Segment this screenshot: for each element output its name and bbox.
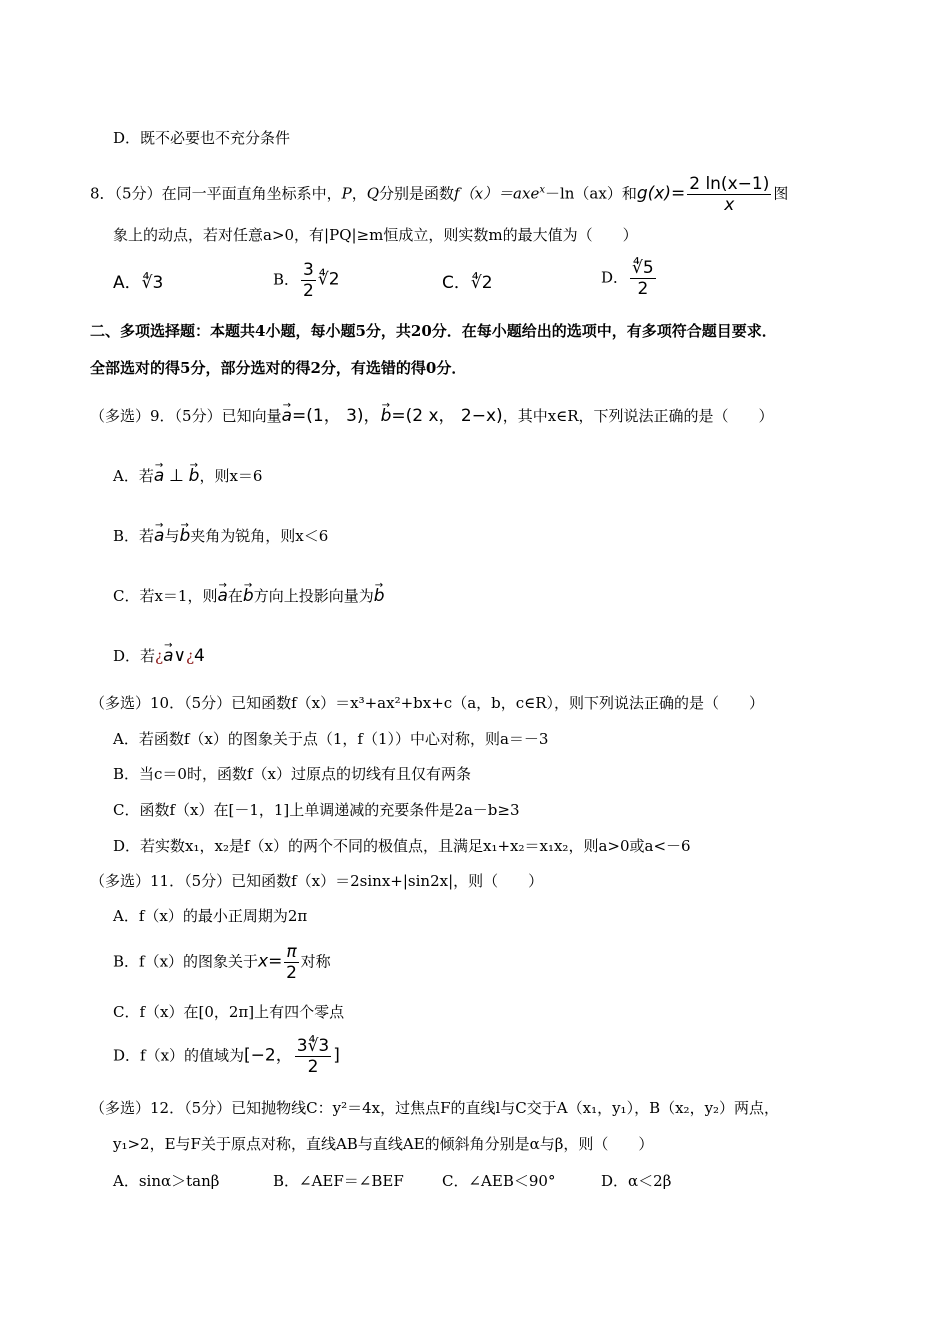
q9-head: （多选）9．（5分）已知向量 — [90, 407, 282, 425]
q10-option-c: C．函数f（x）在[－1，1]上单调递减的充要条件是2a－b≥3 — [113, 801, 520, 819]
q8-stem-line2: 象上的动点，若对任意a>0，有|PQ|≥m恒成立，则实数m的最大值为（ ） — [113, 226, 638, 244]
q9-b-pre: B．若 — [113, 527, 155, 545]
section-2-heading: 二、多项选择题：本题共4小题，每小题5分，共20分．在每小题给出的选项中，有多项符合题目要求． — [90, 322, 777, 340]
q8-sup: x — [539, 184, 545, 196]
q10-option-b: B．当c＝0时，函数f（x）过原点的切线有且仅有两条 — [113, 765, 471, 783]
q9-b-vecb: → b — [179, 525, 190, 547]
section-2-heading-line2: 全部选对的得5分，部分选对的得2分，有选错的得0分． — [90, 359, 467, 377]
q8-option-d — [601, 258, 658, 299]
q11-d-den: 2 — [307, 1057, 319, 1077]
q9-d-q1: ¿ — [155, 647, 164, 665]
q9-option-d — [113, 645, 205, 667]
q8-b-root: ∜2 — [317, 269, 340, 290]
q8-d-den: 2 — [637, 279, 649, 299]
q8-p: P — [341, 184, 352, 203]
q9-a-val: =(1， 3)， — [292, 406, 381, 426]
q12-option-b: B．∠AEF＝∠BEF — [273, 1172, 404, 1190]
q11-option-c: C．f（x）在[0，2π]上有四个零点 — [113, 1003, 345, 1021]
q9-option-c — [113, 585, 385, 607]
q10-option-a: A．若函数f（x）的图象关于点（1，f（1））中心对称，则a＝－3 — [113, 730, 549, 748]
q9-option-b — [113, 525, 328, 547]
q7-option-d: D．既不必要也不充分条件 — [113, 129, 291, 147]
q9-d-pre: D．若 — [113, 647, 156, 665]
q8-number: 8．（5分）在同一平面直角坐标系中， — [90, 184, 342, 203]
q11-stem: （多选）11．（5分）已知函数f（x）＝2sinx+|sin2x|，则（ ） — [90, 872, 544, 890]
q9-a-vecb: → b — [189, 465, 200, 487]
q9-c-vecb2: → b — [374, 585, 385, 607]
q8-gnum: 2 ln(x−1) — [689, 174, 770, 194]
q8-stem — [90, 174, 788, 215]
q8-g: g(x)= — [636, 183, 686, 204]
q9-c-vecb: → b — [243, 585, 254, 607]
q8-a-text: A．∜3 — [113, 273, 164, 293]
q8-b-label: B． — [273, 270, 300, 289]
q11-b-pre: B．f（x）的图象关于 — [113, 952, 259, 971]
q9-stem — [90, 405, 774, 427]
q8-c-text: C．∜2 — [442, 273, 493, 293]
q8-b-num: 3 — [303, 260, 314, 280]
q12-option-a: A．sinα＞tanβ — [113, 1172, 220, 1190]
q8-b-fraction — [301, 260, 316, 301]
q8-g-fraction — [687, 174, 771, 215]
q9-d-vec: → a — [163, 645, 173, 667]
q10-option-d: D．若实数x₁，x₂是f（x）的两个不同的极值点，且满足x₁+x₂＝x₁x₂，则a>0或a<－6 — [113, 837, 691, 855]
q9-c-vec: → a — [217, 585, 227, 607]
q8-tail: 图 — [773, 184, 789, 203]
q11-b-x: x= — [258, 951, 283, 972]
q11-option-d — [113, 1036, 340, 1077]
q11-b-post: 对称 — [300, 952, 331, 971]
q8-fx: f（x）＝axe — [454, 184, 540, 203]
q9-c-mid2: 方向上投影向量为 — [253, 587, 374, 605]
q8-gden: x — [724, 195, 735, 215]
q11-b-den: 2 — [286, 963, 297, 983]
q9-vector-b: → b — [381, 405, 392, 427]
q12-stem-line2: y₁>2，E与F关于原点对称，直线AB与直线AE的倾斜角分别是α与β，则（ ） — [113, 1135, 654, 1153]
q11-d-fraction — [295, 1036, 331, 1077]
q8-q: Q — [366, 184, 380, 203]
q8-option-b — [273, 260, 340, 301]
q9-a-post: ，则x＝6 — [199, 467, 263, 485]
q11-option-a: A．f（x）的最小正周期为2π — [113, 907, 308, 925]
q12-option-d: D．α＜2β — [601, 1172, 672, 1190]
q12-option-c: C．∠AEB＜90° — [442, 1172, 556, 1190]
q8-d-num: ∜5 — [632, 258, 654, 278]
q11-d-pre: D．f（x）的值域为 — [113, 1046, 245, 1065]
q8-mid: 分别是函数 — [379, 184, 455, 203]
q8-comma: ， — [351, 184, 367, 203]
q8-d-fraction — [630, 258, 656, 299]
q11-b-fraction — [284, 942, 298, 983]
q9-vector-a: → a — [282, 405, 292, 427]
q9-d-or: ∨ — [173, 646, 186, 666]
q9-a-perp: ⊥ — [169, 466, 184, 486]
q9-c-pre: C．若x＝1，则 — [113, 587, 218, 605]
q8-b-den: 2 — [303, 281, 314, 301]
q9-d-post: 4 — [194, 646, 205, 666]
q9-c-mid: 在 — [227, 587, 243, 605]
q11-option-b — [113, 942, 331, 983]
q10-stem: （多选）10．（5分）已知函数f（x）＝x³+ax²+bx+c（a，b，c∈R），则下列说法正确的是（ ） — [90, 694, 765, 712]
q11-d-close: ] — [333, 1045, 340, 1066]
q8-rest: －ln（ax）和 — [544, 184, 637, 203]
q9-b-vec: → a — [154, 525, 164, 547]
q8-option-a — [113, 272, 163, 294]
q9-b-mid: 与 — [164, 527, 180, 545]
q9-b-val: =(2 x， 2−x) — [391, 406, 503, 426]
q9-a-vec: → a — [154, 465, 164, 487]
q11-d-open: [−2， — [244, 1045, 293, 1066]
q9-option-a — [113, 465, 262, 487]
q12-stem: （多选）12．（5分）已知抛物线C：y²＝4x，过焦点F的直线l与C交于A（x₁，y₁），B（x₂，y₂）两点， — [90, 1099, 780, 1117]
q8-option-c — [442, 272, 493, 294]
q9-a-pre: A．若 — [113, 467, 154, 485]
q9-d-q2: ¿ — [185, 647, 194, 665]
q11-d-num: 3∜3 — [296, 1036, 330, 1056]
q9-tail: ，其中x∈R，下列说法正确的是（ ） — [502, 407, 774, 425]
q11-b-num: π — [286, 942, 297, 962]
q8-d-label: D． — [601, 268, 629, 287]
q9-b-post: 夹角为锐角，则x＜6 — [190, 527, 329, 545]
